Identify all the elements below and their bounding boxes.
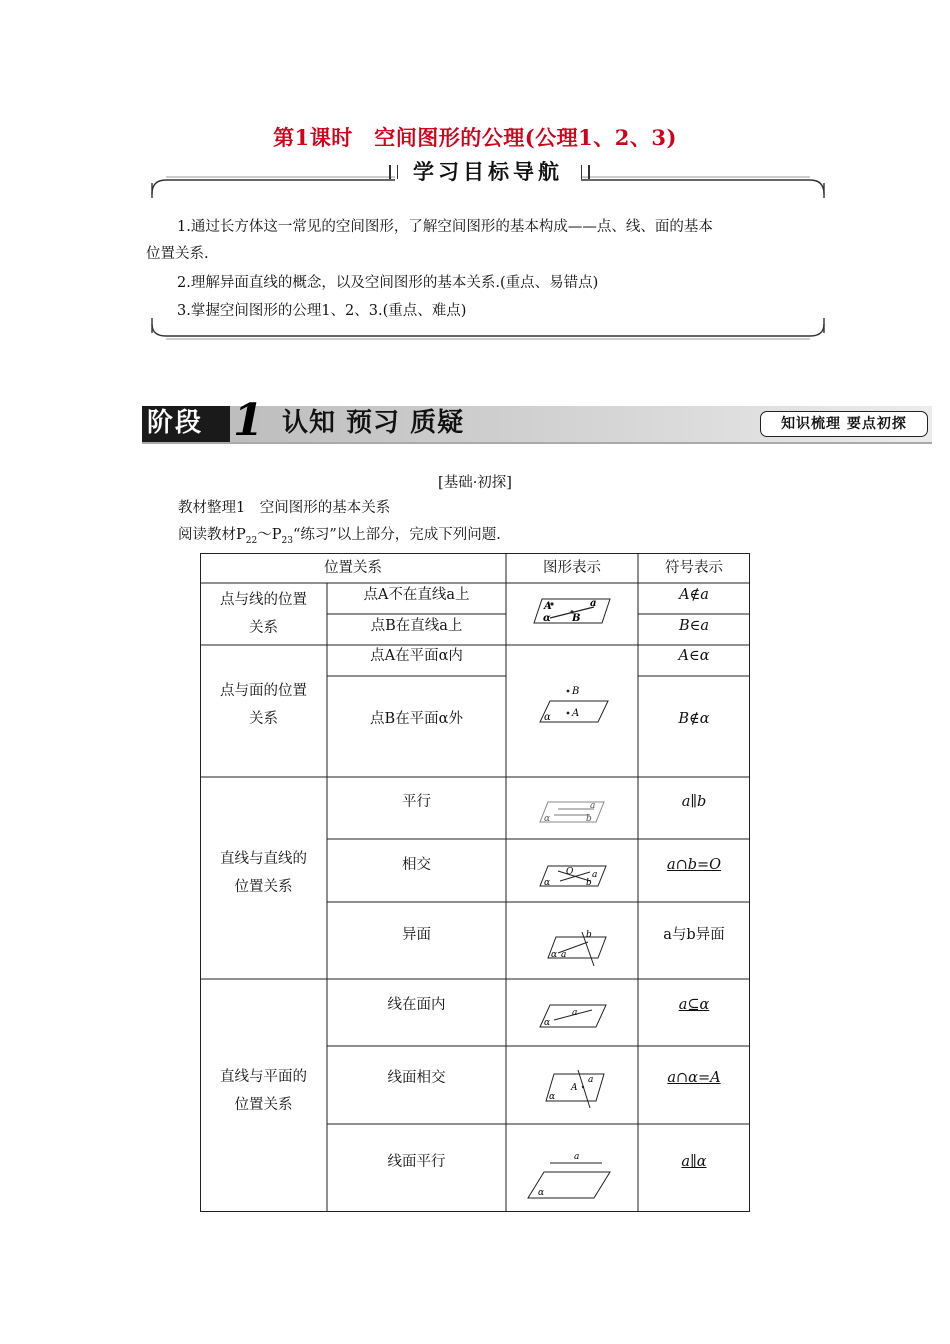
figure-point-line [506, 583, 638, 645]
figure-line-crosses-plane [506, 1046, 638, 1124]
header-figure: 图形表示 [543, 560, 601, 576]
goal-1-line1: 1.通过长方体这一常见的空间图形，了解空间图形的基本构成——点、线、面的基本 [177, 219, 713, 235]
stage-title: 认知 预习 质疑 [282, 408, 465, 438]
label-alpha-4: α [544, 878, 551, 888]
label-intersect-b: b [586, 878, 592, 888]
relation-a-not-on-line: 点A不在直线a上 [363, 587, 470, 603]
label-plane-alpha: α [543, 613, 551, 624]
group-point-plane-l2: 关系 [249, 711, 278, 727]
group-line-plane-l1: 直线与平面的 [220, 1069, 307, 1085]
lesson-title: 第1课时 空间图形的公理(公理1、2、3) [273, 125, 677, 150]
group-line-line-l2: 位置关系 [234, 879, 293, 895]
figure-point-plane [506, 645, 638, 777]
group-line-line [200, 777, 327, 979]
goal-item-2 [150, 269, 826, 297]
label-alpha-7: α [549, 1092, 556, 1102]
symbol-line-parallel-plane: a∥α [681, 1154, 707, 1170]
group-point-line-l2: 关系 [249, 620, 278, 636]
label-in-plane-a: a [572, 1008, 578, 1018]
symbol-skew: a与b异面 [663, 927, 725, 943]
label-cross-a-line: a [588, 1075, 594, 1085]
label-b-point: B [572, 613, 581, 624]
relation-b-outside-plane: 点B在平面α外 [370, 711, 463, 727]
relation-line-crosses-plane: 线面相交 [387, 1070, 446, 1086]
banner-left-mark [389, 165, 398, 179]
label-parallel-a: a [590, 801, 596, 811]
group-point-plane-l1: 点与面的位置 [220, 683, 307, 699]
goal-item-3 [150, 297, 826, 325]
figure-intersect [506, 839, 638, 902]
relation-intersect: 相交 [402, 857, 431, 873]
instruction-mid: ～P [257, 527, 282, 543]
label-a-inside: A [572, 708, 580, 719]
stage-word: 阶段 [147, 408, 204, 438]
symbol-a-not-in-line: A∉a [679, 587, 709, 603]
relation-parallel: 平行 [402, 794, 431, 810]
label-o: O [566, 867, 574, 877]
banner-right-mark [581, 165, 590, 179]
label-line-a: a [590, 598, 597, 609]
symbol-intersect: a∩b=O [666, 857, 722, 873]
stage-tag: 知识梳理 要点初探 [760, 411, 928, 437]
section-label: [基础·初探] [438, 475, 512, 491]
relation-line-parallel-plane: 线面平行 [387, 1154, 446, 1170]
goals-banner-text: 学习目标导航 [413, 160, 563, 184]
symbol-a-in-plane: A∈α [678, 648, 710, 664]
label-skew-b: b [586, 930, 592, 940]
instruction-suffix: “练习”以上部分，完成下列问题. [292, 527, 501, 543]
figure-line-in-plane [506, 979, 638, 1046]
relation-line-in-plane: 线在面内 [387, 997, 446, 1013]
symbol-parallel: a∥b [681, 794, 707, 810]
header-relation: 位置关系 [324, 560, 382, 576]
figure-parallel [506, 777, 638, 839]
relation-skew: 异面 [402, 927, 431, 943]
symbol-b-in-line: B∈a [678, 618, 710, 634]
label-parallel-plane-a: a [574, 1152, 580, 1162]
goal-2-text: 2.理解异面直线的概念，以及空间图形的基本关系.(重点、易错点) [177, 275, 599, 291]
label-skew-a: a [561, 950, 567, 960]
symbol-line-in-plane: a⊆α [678, 997, 710, 1013]
label-b-outside: B [572, 686, 580, 697]
relation-b-on-line: 点B在直线a上 [370, 618, 463, 634]
goal-item-1 [146, 213, 826, 268]
relation-a-in-plane: 点A在平面α内 [370, 648, 463, 664]
symbol-b-not-in-plane: B∉α [678, 711, 710, 727]
label-alpha-2: α [544, 712, 551, 723]
instruction-prefix: 阅读教材P [178, 527, 246, 543]
goals-banner [395, 157, 581, 187]
group-point-line [200, 583, 327, 645]
label-alpha-3: α [544, 814, 551, 824]
group-point-line-l1: 点与线的位置 [220, 592, 307, 608]
label-parallel-b: b [586, 814, 592, 824]
figure-line-parallel-plane [506, 1124, 638, 1212]
label-a-point: A [544, 601, 552, 612]
symbol-line-crosses-plane: a∩α=A [667, 1070, 721, 1086]
group-line-plane-l2: 位置关系 [234, 1097, 293, 1113]
group-line-line-l1: 直线与直线的 [220, 851, 307, 867]
label-intersect-a: a [592, 870, 598, 880]
material-heading: 教材整理1 空间图形的基本关系 [178, 500, 391, 516]
instruction-sub-start: 22 [245, 535, 258, 546]
label-alpha-6: α [544, 1018, 551, 1028]
figure-skew [506, 902, 638, 979]
label-cross-a-point: A [571, 1083, 578, 1093]
goal-1-line2: 位置关系. [146, 246, 209, 262]
goal-3-text: 3.掌握空间图形的公理1、2、3.(重点、难点) [177, 303, 467, 319]
group-point-plane [200, 645, 327, 777]
header-symbol: 符号表示 [665, 560, 723, 576]
label-alpha-8: α [538, 1188, 545, 1198]
stage-number: 1 [233, 395, 264, 446]
label-alpha-5: α [551, 950, 558, 960]
instruction-sub-end: 23 [281, 535, 293, 546]
read-instruction [178, 524, 501, 552]
group-line-plane [200, 979, 327, 1212]
